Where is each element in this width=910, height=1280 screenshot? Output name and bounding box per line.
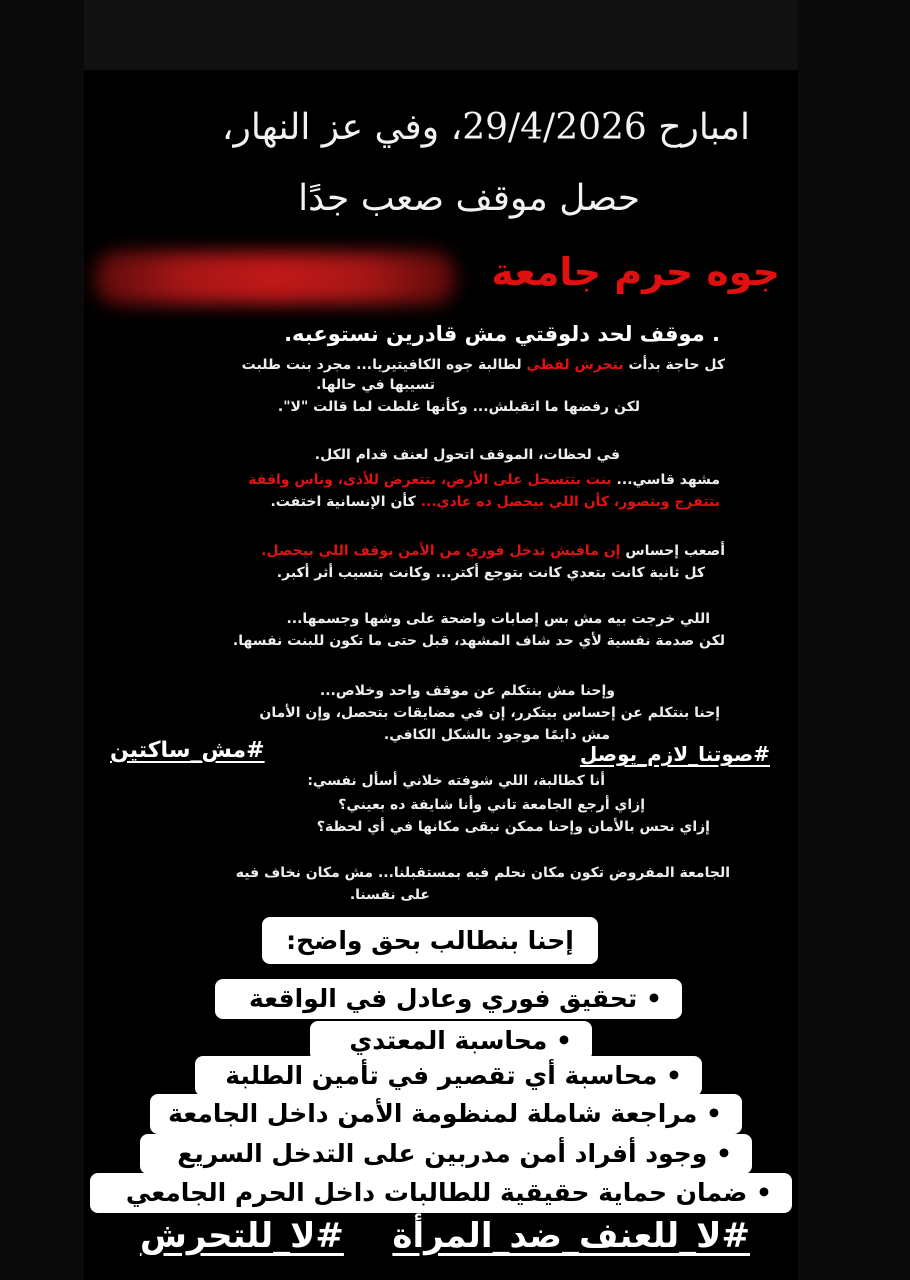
hashtag-no-violence: #لا_للعنف_ضد_المرأة <box>392 1216 750 1256</box>
text-line: على نفسنا. <box>349 887 430 903</box>
text-line: في لحظات، الموقف اتحول لعنف قدام الكل. <box>314 447 620 463</box>
demand-item: • محاسبة المعتدي <box>310 1021 592 1061</box>
text-line: إزاي نحس بالأمان وإحنا ممكن نبقى مكانها في أي لحظة؟ <box>316 819 710 835</box>
heading-line-2: حصل موقف صعب جدًا <box>298 178 640 219</box>
left-margin <box>0 0 84 1280</box>
text-line: بتتفرج وبتصور، كأن اللي بيحصل ده عادي... كأن الإنسانية اختفت. <box>270 494 720 510</box>
demand-item: • مراجعة شاملة لمنظومة الأمن داخل الجامعة <box>150 1094 742 1134</box>
right-margin <box>798 0 910 1280</box>
hashtag-silent: #مش_ساكتين <box>110 738 265 763</box>
text-line: إحنا بنتكلم عن إحساس بيتكرر، إن في مضايقات بتحصل، وإن الأمان <box>259 705 720 721</box>
top-strip <box>84 0 798 70</box>
text-line: كل حاجة بدأت بتحرش لفظي لطالبة جوه الكافيتيريا... مجرد بنت طلبت <box>241 357 725 373</box>
heading-line-1: امبارح 29/4/2026، وفي عز النهار، <box>221 107 750 148</box>
text-line: أصعب إحساس إن مافيش تدخل فوري من الأمن يوقف اللي بيحصل. <box>261 543 725 559</box>
demands-header: إحنا بنطالب بحق واضح: <box>262 917 598 964</box>
text-line: مشهد قاسي... بنت بتتسحل على الأرض، بتتعرض للأذى، وناس واقفة <box>248 472 720 488</box>
text-line: إزاي أرجع الجامعة تاني وأنا شايفة ده بعيني؟ <box>338 797 645 813</box>
text-line: تسيبها في حالها. <box>316 377 435 393</box>
redacted-university-name <box>95 252 455 304</box>
text-line: لكن صدمة نفسية لأي حد شاف المشهد، قبل حتى ما تكون للبنت نفسها. <box>232 633 725 649</box>
demand-item: • ضمان حماية حقيقية للطالبات داخل الحرم الجامعي <box>90 1173 792 1213</box>
text-line: اللي خرجت بيه مش بس إصابات واضحة على وشها وجسمها... <box>286 611 710 627</box>
text-line: الجامعة المفروض تكون مكان نحلم فيه بمستقبلنا... مش مكان نخاف فيه <box>235 865 730 881</box>
text-line: كل ثانية كانت بتعدي كانت بتوجع أكتر... وكانت بتسيب أثر أكبر. <box>276 565 705 581</box>
demand-item: • تحقيق فوري وعادل في الواقعة <box>215 979 682 1019</box>
text-line: مش دايمًا موجود بالشكل الكافي. <box>383 727 610 743</box>
demand-item: • محاسبة أي تقصير في تأمين الطلبة <box>195 1056 702 1096</box>
heading-red: جوه حرم جامعة <box>491 250 780 294</box>
text-line: لكن رفضها ما اتقبلش... وكأنها غلطت لما قالت "لا". <box>277 399 640 415</box>
text-line: أنا كطالبة، اللي شوفته خلاني أسأل نفسي: <box>307 773 605 789</box>
demand-item: • وجود أفراد أمن مدربين على التدخل السريع <box>140 1134 752 1174</box>
text-line: وإحنا مش بنتكلم عن موقف واحد وخلاص... <box>319 683 615 699</box>
hashtag-no-harassment: #لا_للتحرش <box>140 1216 344 1256</box>
subheading: . موقف لحد دلوقتي مش قادرين نستوعبه. <box>284 322 720 346</box>
hashtag-voice: #صوتنا_لازم_يوصل <box>579 742 770 766</box>
